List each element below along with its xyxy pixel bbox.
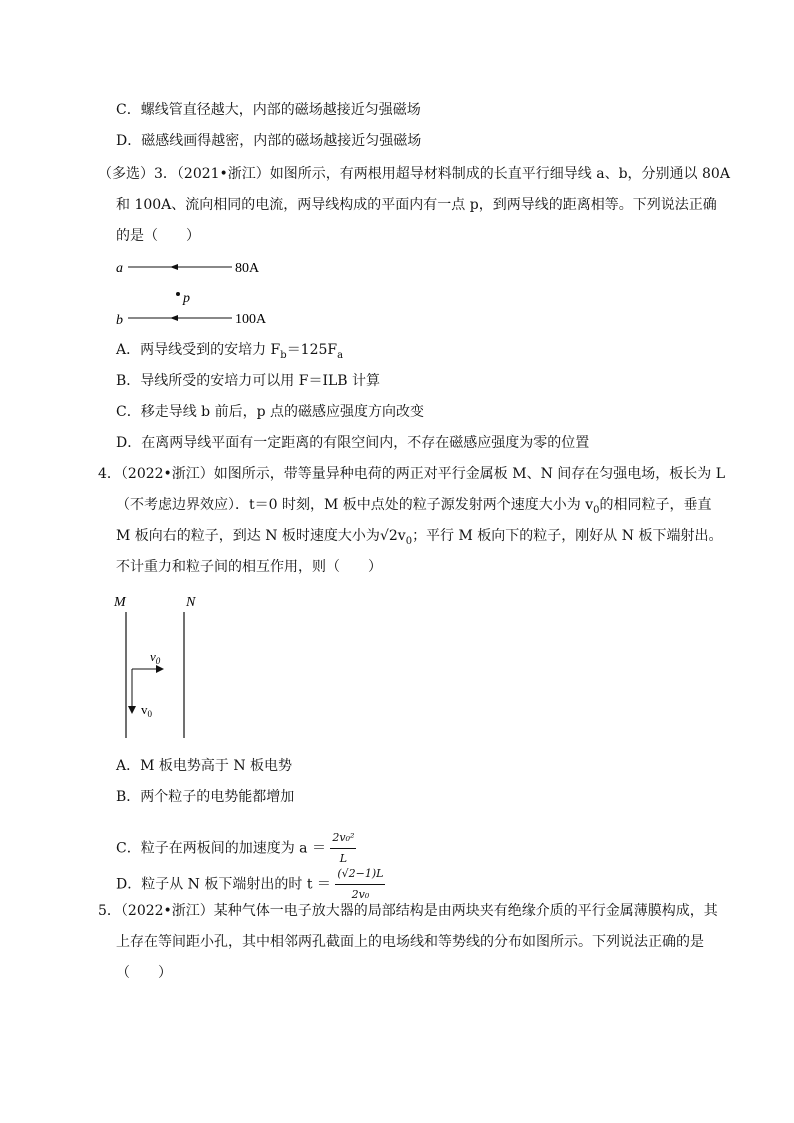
q4-option-b: B．两个粒子的电势能都增加 <box>116 789 295 805</box>
q4-stem-line1: 4．（2022•浙江）如图所示，带等量异种电荷的两正对平行金属板 M、N 间存在匀强电场，板长为 L <box>98 466 726 482</box>
q4-stem-line3: M 板向右的粒子，到达 N 板时速度大小为$√2v_0$；平行 M 板向下的粒子，刚好从 N 板下端射出。 <box>116 528 723 547</box>
wire-b-current: 100A <box>235 312 267 327</box>
q5-stem-line1: 5．（2022•浙江）某种气体一电子放大器的局部结构是由两块夹有绝缘介质的平行金属薄膜构成，其 <box>98 903 718 919</box>
wire-b-arrow-icon <box>170 315 178 321</box>
q4-plates-figure <box>110 590 220 742</box>
q4-option-d: D．粒子从 N 板下端射出的时 t ＝ $\frac{(√2-1)L}{\text{2v₀}}$ <box>116 864 385 905</box>
v0-right-label: $v_0$ <box>150 649 161 666</box>
q3-option-b: B．导线所受的安培力可以用 F＝ILB 计算 <box>116 373 381 389</box>
q3-stem-line1: （多选）3．（2021•浙江）如图所示，有两根用超导材料制成的长直平行细导线 a、b，分别通以 80A <box>98 166 730 182</box>
q3-option-d: D．在离两导线平面有一定距离的有限空间内，不存在磁感应强度为零的位置 <box>116 435 590 451</box>
plate-n-label: N <box>186 595 196 610</box>
wire-b-label: b <box>116 313 123 328</box>
q3-wire-figure <box>110 254 280 330</box>
arrow-down-icon <box>128 706 136 714</box>
wire-a-label: a <box>116 261 123 276</box>
wire-a-arrow-icon <box>170 264 178 270</box>
plate-m-label: M <box>114 595 126 610</box>
q3-option-a: A．两导线受到的安培力 $F_b=125F_a$ <box>116 342 344 361</box>
q4-stem-line2: （不考虑边界效应）．t＝0 时刻，M 板中点处的粒子源发射两个速度大小为 $v_0$的相同粒子，垂直 <box>116 497 712 516</box>
arrow-right-icon <box>156 665 164 673</box>
v0-down-label: $v_0$ <box>141 702 152 719</box>
point-p-label: p <box>183 291 190 306</box>
point-p-dot <box>176 292 180 296</box>
q4-option-a: A．M 板电势高于 N 板电势 <box>116 758 293 774</box>
q2-option-d: D．磁感线画得越密，内部的磁场越接近匀强磁场 <box>116 133 422 149</box>
q5-stem-line3: （ ） <box>116 965 172 981</box>
q5-stem-line2: 上存在等间距小孔，其中相邻两孔截面上的电场线和等势线的分布如图所示。下列说法正确的是 <box>116 934 704 950</box>
q3-option-c: C．移走导线 b 前后，p 点的磁感应强度方向改变 <box>116 404 424 420</box>
time-fraction: $\frac{(√2-1)L}{\text{2v₀}}$ <box>335 864 385 905</box>
q4-stem-line4: 不计重力和粒子间的相互作用，则（ ） <box>116 559 382 575</box>
q3-stem-line3: 的是（ ） <box>116 228 200 244</box>
accel-fraction: $\frac{\text{2v₀²}}{L}$ <box>330 828 356 869</box>
q4-option-c: C．粒子在两板间的加速度为 a ＝ $\frac{\text{2v₀²}}{L}$ <box>116 828 356 869</box>
wire-a-current: 80A <box>235 261 260 276</box>
q3-stem-line2: 和 100A、流向相同的电流，两导线构成的平面内有一点 p，到两导线的距离相等。下列说法正确 <box>116 197 717 213</box>
q2-option-c: C．螺线管直径越大，内部的磁场越接近匀强磁场 <box>116 102 421 118</box>
